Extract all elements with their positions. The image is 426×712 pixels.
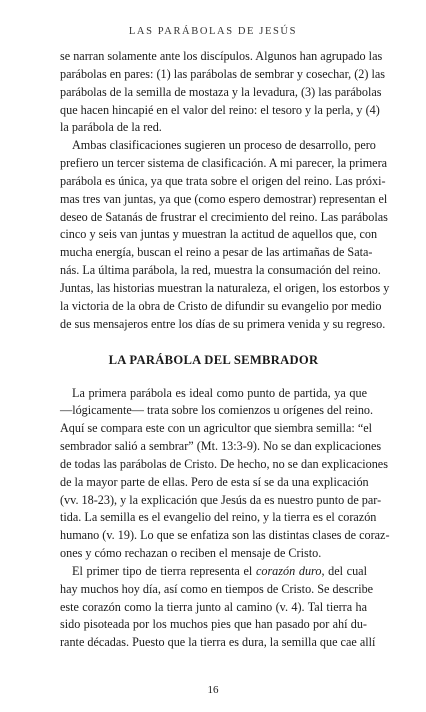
text-run: El primer tipo de tierra representa el xyxy=(72,563,256,578)
text-line: de la mayor parte de ellas. Pero de esta sí se da una explicación xyxy=(60,474,369,489)
text-line: deseo de Satanás de frustrar el crecimiento del reino. Las parábolas xyxy=(60,209,388,224)
text-line: se narran solamente ante los discípulos. Algunos han agrupado las xyxy=(60,49,383,63)
text-line: este corazón como la tierra junto al camino (v. 4). Tal tierra ha xyxy=(60,599,367,614)
text-line: sido pisoteada por los muchos pies que han pasado por ahí du- xyxy=(60,617,367,632)
paragraph-4 xyxy=(60,563,376,652)
text-line: nás. La última parábola, la red, muestra la consumación del reino. xyxy=(60,263,381,278)
text-line: sembrador salió a sembrar” (Mt. 13:3-9). No se dan explicaciones xyxy=(60,439,382,454)
text-line: parábolas de la semilla de mostaza y la levadura, (3) las parábolas xyxy=(60,84,382,99)
body-text xyxy=(60,48,390,652)
text-line: mucha energía, buscan el reino a pesar de las artimañas de Sata- xyxy=(60,245,373,260)
text-line: humano (v. 19). Lo que se enfatiza son las distintas clases de coraz- xyxy=(60,528,390,543)
text-line: La primera parábola es ideal como punto de partida, ya que xyxy=(72,385,367,400)
text-line: —lógicamente— trata sobre los comienzos u orígenes del reino. xyxy=(60,403,374,418)
paragraph-3 xyxy=(60,385,390,563)
running-head: LAS PARÁBOLAS DE JESÚS xyxy=(128,26,298,37)
page-number: 16 xyxy=(207,684,219,696)
text-line: que hacen hincapié en el valor del reino: el tesoro y la perla, y (4) xyxy=(60,102,380,117)
text-line: de todas las parábolas de Cristo. De hecho, no se dan explicaciones xyxy=(60,456,388,471)
text-line: parábolas en pares: (1) las parábolas de sembrar y cosechar, (2) las xyxy=(60,66,386,81)
text-line: prefiero un tercer sistema de clasificación. A mi parecer, la primera xyxy=(60,156,388,171)
text-line: rante décadas. Puesto que la tierra es dura, la semilla que cae allí xyxy=(60,635,376,650)
text-line: de sus mensajeros entre los días de su primera venida y su regreso. xyxy=(60,316,386,331)
text-line xyxy=(60,563,367,581)
paragraph-2 xyxy=(60,137,390,333)
text-line: mas tres van juntas, ya que (como espero demostrar) representan el xyxy=(60,191,388,206)
text-line: hay muchos hoy día, así como en tiempos de Cristo. Se describe xyxy=(60,581,374,596)
text-line: cinco y seis van juntas y muestran la actitud de aquellos que, con xyxy=(60,227,378,242)
text-line: la victoria de la obra de Cristo de difundir su evangelio por medio xyxy=(60,298,382,313)
text-run: , del cual xyxy=(321,563,367,578)
text-line: tida. La semilla es el evangelio del reino, y la tierra es el corazón xyxy=(60,510,377,525)
text-line: parábola es única, ya que trata sobre el origen del reino. Las próxi- xyxy=(60,173,386,188)
text-line: Aquí se compara este con un agricultor que siembra semilla: “el xyxy=(60,421,373,436)
emphasis-text: corazón duro xyxy=(255,563,322,578)
text-line: Juntas, las historias muestran la naturaleza, el origen, los estorbos y xyxy=(60,280,390,295)
text-line: Ambas clasificaciones sugieren un proceso de desarrollo, pero xyxy=(72,138,376,153)
text-line: ones y cómo rechazan o reciben el mensaje de Cristo. xyxy=(60,546,322,561)
paragraph-1 xyxy=(60,48,386,137)
text-line: (vv. 18-23), y la explicación que Jesús da es nuestro punto de par- xyxy=(60,492,382,507)
section-heading: LA PARÁBOLA DEL SEMBRADOR xyxy=(108,352,319,367)
text-line: la parábola de la red. xyxy=(60,120,162,135)
